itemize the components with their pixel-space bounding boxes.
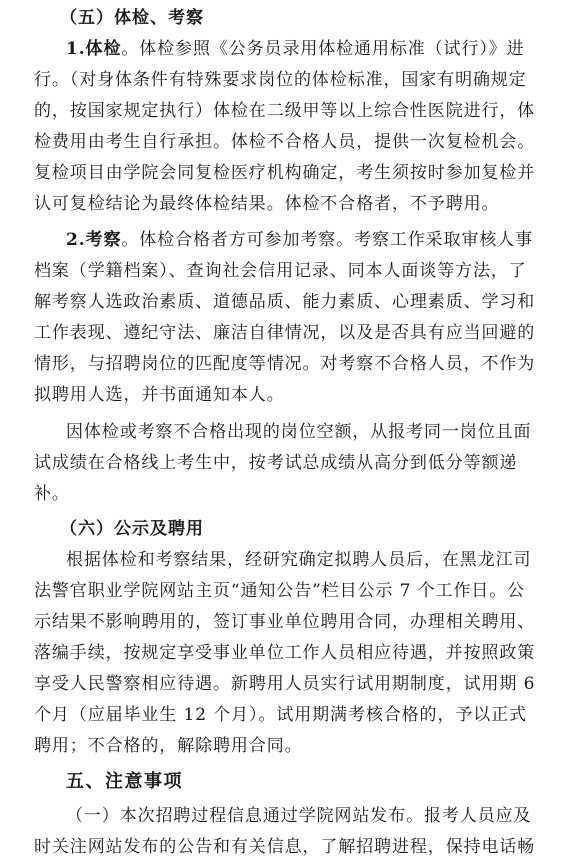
- paragraph-line: 享受人民警察相应待遇。新聘用人员实行试用期制度，试用期 6: [34, 674, 536, 694]
- paragraph-line: 聘用；不合格的，解除聘用合同。: [34, 736, 303, 756]
- paragraph-line: 法警官职业学院网站主页“通知公告”栏目公示 7 个工作日。公: [34, 581, 526, 601]
- item-label-inspection: 2.考察: [66, 230, 122, 250]
- section-heading-physical-exam: （五）体检、考察: [60, 8, 204, 28]
- paragraph-line: 示结果不影响聘用的，签订事业单位聘用合同，办理相关聘用、: [34, 612, 536, 632]
- paragraph-line: （一）本次招聘过程信息通过学院网站发布。报考人员应及: [66, 806, 532, 826]
- paragraph-line: 复检项目由学院会同复检医疗机构确定，考生须按时参加复检并: [34, 163, 536, 183]
- item-label-physical-exam: 1.体检: [66, 39, 122, 59]
- paragraph-line: [66, 39, 534, 59]
- paragraph-line: 补。: [34, 484, 70, 504]
- section-heading-notes: 五、注意事项: [66, 771, 183, 792]
- paragraph-line: 行。（对身体条件有特殊要求岗位的体检标准，国家有明确规定: [34, 70, 527, 90]
- paragraph-text: 。体检合格者方可参加考察。考察工作采取审核人事: [121, 230, 534, 250]
- paragraph-line: 解考察人选政治素质、道德品质、能力素质、心理素质、学习和: [34, 292, 536, 312]
- paragraph-line: 认可复检结论为最终体检结果。体检不合格者，不予聘用。: [34, 194, 500, 214]
- paragraph-line: 情形，与招聘岗位的匹配度等情况。对考察不合格人员，不作为: [34, 354, 536, 374]
- paragraph-text: 。体检参照《公务员录用体检通用标准（试行）》进: [121, 39, 525, 59]
- paragraph-line: 拟聘用人选，并书面通知本人。: [34, 385, 285, 405]
- paragraph-line: 因体检或考察不合格出现的岗位空额，从报考同一岗位且面: [66, 422, 532, 442]
- section-heading-publicity: （六）公示及聘用: [60, 519, 204, 539]
- paragraph-line: 落编手续，按规定享受事业单位工作人员相应待遇，并按照政策: [34, 643, 536, 663]
- paragraph-line: 个月（应届毕业生 12 个月）。试用期满考核合格的，予以正式: [34, 705, 527, 725]
- paragraph-line: 根据体检和考察结果，经研究确定拟聘人员后，在黑龙江司: [66, 550, 532, 570]
- paragraph-line: 档案（学籍档案）、查询社会信用记录、同本人面谈等方法，了: [34, 261, 527, 281]
- paragraph-line: 工作表现、遵纪守法、廉洁自律情况，以及是否具有应当回避的: [34, 323, 536, 343]
- paragraph-line: 检费用由考生自行承担。体检不合格人员，提供一次复检机会。: [34, 132, 536, 152]
- paragraph-line: 的，按国家规定执行）体检在二级甲等以上综合性医院进行，体: [34, 101, 536, 121]
- paragraph-line: [66, 230, 534, 250]
- paragraph-line: 时关注网站发布的公告和有关信息，了解招聘进程，保持电话畅: [34, 837, 536, 857]
- paragraph-line: 试成绩在合格线上考生中，按考试总成绩从高分到低分等额递: [34, 453, 518, 473]
